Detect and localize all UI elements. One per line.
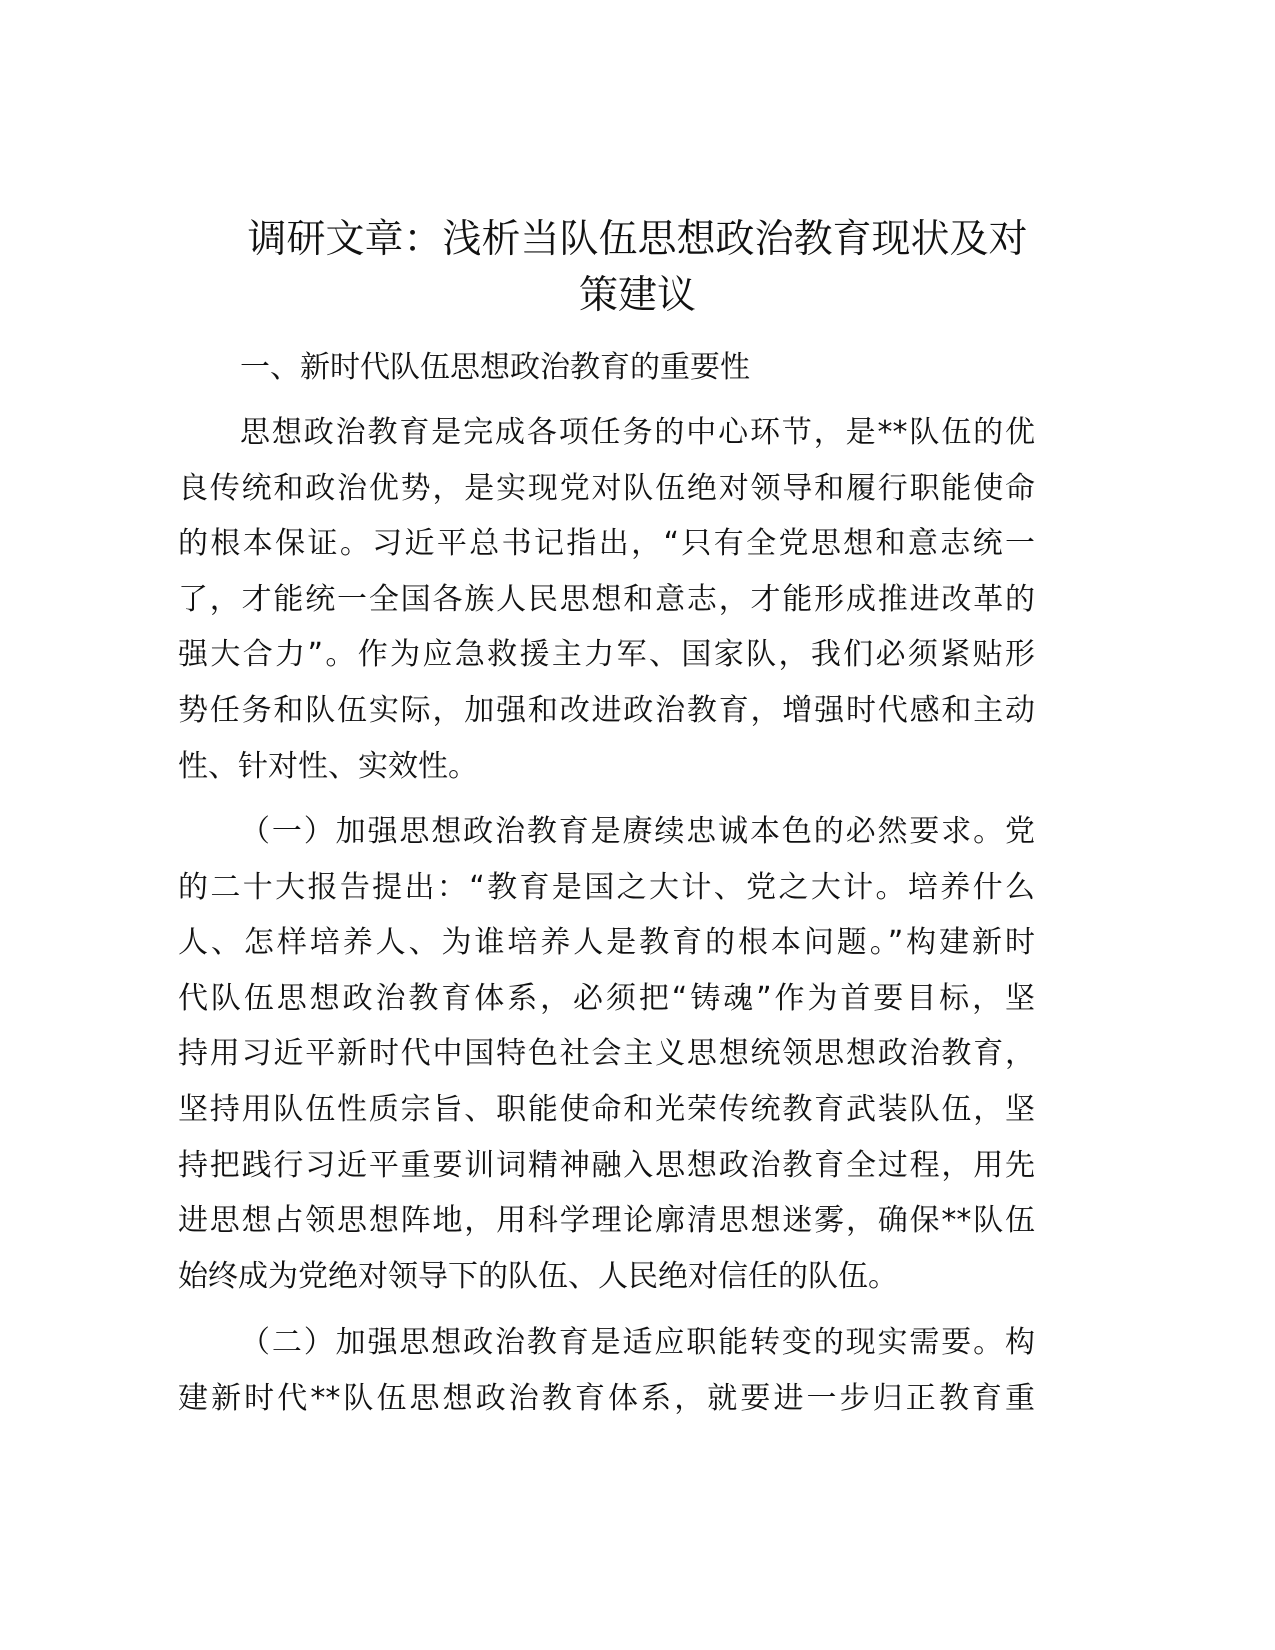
paragraph-line: 良传统和政治优势，是实现党对队伍绝对领导和履行职能使命: [178, 470, 1035, 506]
paragraph-line: 思想政治教育是完成各项任务的中心环节，是**队伍的优: [240, 415, 1035, 450]
paragraph-2: [178, 804, 1035, 1304]
paragraph-line: 性、针对性、实效性。: [178, 748, 478, 784]
paragraph-line: 持用习近平新时代中国特色社会主义思想统领思想政治教育，: [178, 1036, 1035, 1072]
document-title-line-1: 调研文章：浅析当队伍思想政治教育现状及对: [247, 217, 1028, 262]
paragraph-line: 进思想占领思想阵地，用科学理论廓清思想迷雾，确保**队伍: [178, 1203, 1035, 1239]
paragraph-line: 人、怎样培养人、为谁培养人是教育的根本问题。”构建新时: [178, 925, 1035, 961]
paragraph-line: 始终成为党绝对领导下的队伍、人民绝对信任的队伍。: [178, 1258, 898, 1294]
paragraph-line: 建新时代**队伍思想政治教育体系，就要进一步归正教育重: [178, 1380, 1035, 1416]
paragraph-line: 持把践行习近平重要训词精神融入思想政治教育全过程，用先: [178, 1147, 1035, 1183]
paragraph-line: （一）加强思想政治教育是赓续忠诚本色的必然要求。党: [240, 814, 1035, 849]
paragraph-line: （二）加强思想政治教育是适应职能转变的现实需要。构: [240, 1325, 1035, 1360]
paragraph-3: [178, 1315, 1035, 1426]
paragraph-line: 势任务和队伍实际，加强和改进政治教育，增强时代感和主动: [178, 692, 1035, 728]
paragraph-line: 坚持用队伍性质宗旨、职能使命和光荣传统教育武装队伍，坚: [178, 1091, 1035, 1127]
paragraph-line: 强大合力”。作为应急救援主力军、国家队，我们必须紧贴形: [178, 637, 1035, 673]
paragraph-1: [178, 405, 1035, 794]
paragraph-line: 的二十大报告提出：“教育是国之大计、党之大计。培养什么: [178, 869, 1035, 905]
document-title-line-2: 策建议: [578, 273, 696, 318]
paragraph-line: 代队伍思想政治教育体系，必须把“铸魂”作为首要目标，坚: [178, 980, 1035, 1016]
section-heading: 一、新时代队伍思想政治教育的重要性: [240, 350, 750, 385]
paragraph-line: 了，才能统一全国各族人民思想和意志，才能形成推进改革的: [178, 581, 1035, 617]
paragraph-line: 的根本保证。习近平总书记指出，“只有全党思想和意志统一: [178, 526, 1035, 562]
